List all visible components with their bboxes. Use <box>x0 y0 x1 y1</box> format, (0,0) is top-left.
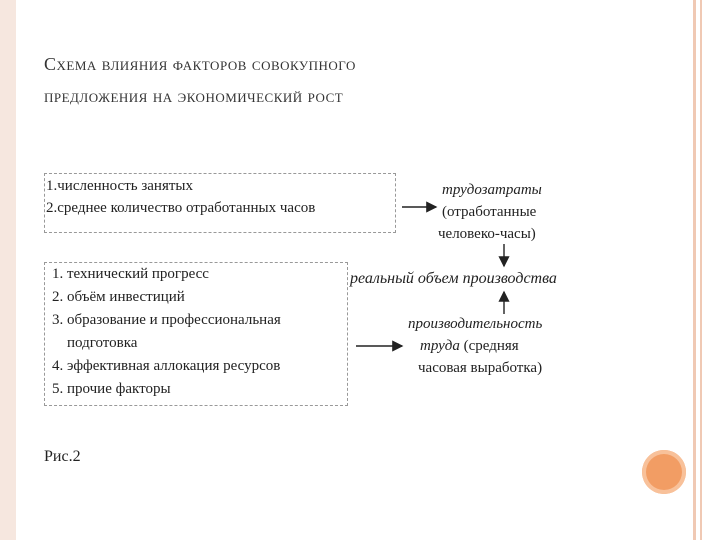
productivity-title: производительность <box>408 316 543 332</box>
productivity-factor-item: 3. образование и профессиональная <box>52 312 281 328</box>
labor-input-line-3: человеко-часы) <box>438 226 536 242</box>
productivity-line-2-rest: (средняя <box>459 338 519 354</box>
figure-caption: Рис.2 <box>44 448 81 465</box>
productivity-line-2-italic: труда <box>420 338 460 354</box>
productivity-factor-item: 1. технический прогресс <box>52 266 209 282</box>
productivity-factor-item: 5. прочие факторы <box>52 381 171 397</box>
productivity-factor-item: 4. эффективная аллокация ресурсов <box>52 358 281 374</box>
labor-input-line-2: (отработанные <box>442 204 537 220</box>
productivity-factor-item: 2. объём инвестиций <box>52 289 185 305</box>
productivity-line-3: часовая выработка) <box>418 360 543 376</box>
slide-title-line-1: Схема влияния факторов совокупного <box>44 54 356 74</box>
productivity-factor-item: подготовка <box>52 335 138 351</box>
labor-factor-item: 2.среднее количество отработанных часов <box>46 200 316 216</box>
labor-factor-item: 1.численность занятых <box>46 178 193 194</box>
labor-input-title: трудозатраты <box>442 182 542 198</box>
real-output-label: реальный объем производства <box>350 270 557 287</box>
slide-title-line-2: предложения на экономический рост <box>44 86 344 106</box>
